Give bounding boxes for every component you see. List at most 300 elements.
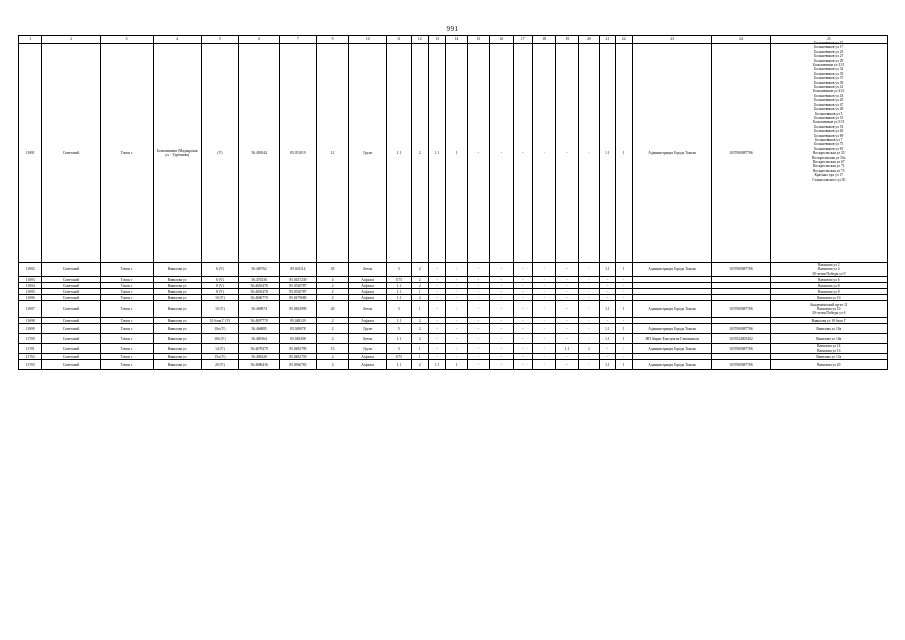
- table-cell: -: [532, 277, 555, 283]
- table-cell: -: [428, 354, 445, 360]
- table-cell: 2: [316, 283, 349, 289]
- table-cell: 56.4693478: [239, 289, 280, 295]
- table-cell: 6 (V): [201, 277, 239, 283]
- addresses-cell: [770, 360, 887, 370]
- table-cell: -: [578, 263, 599, 277]
- header-cell: 22: [615, 36, 632, 44]
- table-cell: -: [578, 283, 599, 289]
- table-cell: Томск г: [100, 344, 153, 354]
- table-cell: -: [556, 277, 578, 283]
- table-cell: -: [467, 344, 489, 354]
- address-line: Вавилова ул 16: [817, 348, 841, 353]
- table-cell: -: [467, 318, 489, 324]
- table-cell: Асфальт: [349, 360, 387, 370]
- table-cell: -: [600, 344, 615, 354]
- header-cell: 20: [578, 36, 599, 44]
- table-cell: -: [446, 283, 467, 289]
- table-cell: 85.041114: [280, 263, 317, 277]
- table-cell: -: [556, 301, 578, 318]
- table-cell: -: [428, 277, 445, 283]
- table-cell: Томск г: [100, 354, 153, 360]
- table-cell: -: [556, 318, 578, 324]
- table-cell: Асфальт: [349, 318, 387, 324]
- table-cell: 56.4679279: [239, 344, 280, 354]
- table-cell: 1.1: [600, 360, 615, 370]
- table-cell: -: [490, 283, 513, 289]
- table-cell: 1.1: [387, 283, 411, 289]
- table-cell: 1.1: [600, 301, 615, 318]
- table-cell: Вавилова ул: [153, 354, 201, 360]
- table-cell: 2: [316, 295, 349, 301]
- table-cell: 10 (V): [201, 301, 239, 318]
- table-cell: -: [600, 354, 615, 360]
- table-cell: 40: [316, 301, 349, 318]
- table-cell: 85.051019: [280, 44, 317, 263]
- table-cell: -: [532, 318, 555, 324]
- table-cell: 1037000087706: [712, 301, 770, 318]
- header-cell: 14: [446, 36, 467, 44]
- address-line: Вавилова ул 10а: [816, 326, 842, 331]
- table-cell: -: [428, 283, 445, 289]
- header-cell: 9: [316, 36, 349, 44]
- table-cell: Администрация Города Томска: [632, 344, 712, 354]
- table-cell: 2: [411, 360, 428, 370]
- header-cell: 11: [387, 36, 411, 44]
- address-line: Большевиков ул 75: [814, 142, 844, 147]
- table-cell: Вавилова ул: [153, 344, 201, 354]
- table-cell: Асфальт: [349, 295, 387, 301]
- table-cell: 56.4660770: [239, 295, 280, 301]
- table-cell: 2: [411, 263, 428, 277]
- table-cell: -: [532, 263, 555, 277]
- address-line: Вавилова ул 6: [818, 277, 840, 282]
- table-cell: 85.048129: [280, 318, 317, 324]
- addresses-cell: [770, 334, 887, 344]
- table-cell: -: [578, 354, 599, 360]
- address-line: Большевиков ул 31/1: [812, 63, 845, 68]
- table-cell: -: [428, 318, 445, 324]
- address-line: Большевиков ул 32: [814, 67, 844, 72]
- table-cell: 2: [411, 318, 428, 324]
- table-cell: Томск г: [100, 277, 153, 283]
- table-cell: -: [490, 344, 513, 354]
- table-cell: Грунт: [349, 344, 387, 354]
- table-cell: -: [532, 44, 555, 263]
- address-line: Большевиков ул 53: [814, 124, 844, 129]
- table-cell: 10 блок Г (V): [201, 318, 239, 324]
- table-cell: Асфальт: [349, 289, 387, 295]
- table-cell: -: [615, 289, 632, 295]
- table-cell: -: [513, 354, 532, 360]
- table-cell: 56.4697770: [239, 318, 280, 324]
- table-cell: 56.4686416: [239, 360, 280, 370]
- table-cell: -: [490, 44, 513, 263]
- table-cell: -: [428, 334, 445, 344]
- table-cell: Большевиков (Мадьярская ул. - Тургенева): [153, 44, 201, 263]
- table-cell: -: [513, 283, 532, 289]
- table-cell: -: [490, 263, 513, 277]
- header-cell: 3: [100, 36, 153, 44]
- address-line: Большевиков ул 47: [814, 102, 844, 107]
- table-cell: -: [513, 324, 532, 334]
- table-cell: -: [556, 334, 578, 344]
- table-cell: 5: [387, 301, 411, 318]
- table-cell: -: [428, 344, 445, 354]
- table-cell: -: [578, 277, 599, 283]
- table-cell: 1.1: [387, 360, 411, 370]
- table-cell: 1.1: [428, 360, 445, 370]
- table-cell: 1: [615, 301, 632, 318]
- table-cell: -: [578, 324, 599, 334]
- table-cell: 85.0520787: [280, 283, 317, 289]
- table-cell: 11697: [19, 301, 42, 318]
- table-cell: -: [490, 324, 513, 334]
- table-cell: Томск г: [100, 334, 153, 344]
- table-cell: -: [556, 44, 578, 263]
- table-cell: Вавилова ул: [153, 301, 201, 318]
- table-cell: -: [428, 263, 445, 277]
- address-line: Вавилова ул 10 блок Г: [811, 318, 846, 323]
- address-line: Большевиков ул 43: [814, 93, 844, 98]
- table-cell: 2: [316, 360, 349, 370]
- table-cell: -: [467, 354, 489, 360]
- table-cell: -: [446, 334, 467, 344]
- table-cell: Советский: [42, 318, 100, 324]
- table-cell: Томск г: [100, 44, 153, 263]
- table-cell: -: [467, 360, 489, 370]
- table-cell: -: [532, 283, 555, 289]
- address-line: Большевиков ул 35: [814, 71, 844, 76]
- address-line: Большевиков ул 41: [814, 85, 844, 90]
- address-line: Большевиков ул 51/1: [812, 120, 845, 125]
- table-cell: Советский: [42, 277, 100, 283]
- table-cell: 11701: [19, 344, 42, 354]
- table-cell: Вавилова ул: [153, 360, 201, 370]
- address-line: Воскресенская ул 35а: [812, 155, 846, 160]
- table-cell: -: [600, 283, 615, 289]
- table-cell: 1: [615, 324, 632, 334]
- address-line: Вавилова ул 8: [818, 289, 840, 294]
- table-cell: Вавилова ул: [153, 263, 201, 277]
- address-line: Воскресенская ул 35: [812, 151, 845, 156]
- table-cell: 5: [387, 344, 411, 354]
- header-cell: 24: [712, 36, 770, 44]
- table-cell: Асфальт: [349, 283, 387, 289]
- table-cell: -: [467, 301, 489, 318]
- table-cell: Вавилова ул: [153, 289, 201, 295]
- table-cell: -: [532, 360, 555, 370]
- table-cell: -: [532, 301, 555, 318]
- address-line: Большевиков ул 17: [814, 45, 844, 50]
- address-line: Станиславского ул 30: [812, 177, 846, 182]
- table-cell: Советский: [42, 263, 100, 277]
- table-cell: Томск г: [100, 324, 153, 334]
- table-cell: Советский: [42, 295, 100, 301]
- table-cell: -: [532, 354, 555, 360]
- table-cell: -: [490, 318, 513, 324]
- table-cell: -: [615, 344, 632, 354]
- table-cell: 85.0483799: [280, 344, 317, 354]
- table-cell: 0.75: [387, 277, 411, 283]
- table-cell: -: [513, 289, 532, 295]
- table-cell: 1.1: [600, 334, 615, 344]
- table-cell: 8 (V): [201, 289, 239, 295]
- table-cell: 85.049078: [280, 324, 317, 334]
- table-cell: -: [532, 289, 555, 295]
- address-line: 30-летия Победы ул 9: [812, 271, 846, 276]
- header-cell: 12: [411, 36, 428, 44]
- address-line: Большевиков ул 15: [814, 41, 844, 45]
- table-cell: Советский: [42, 283, 100, 289]
- table-cell: 1: [446, 44, 467, 263]
- table-cell: 1: [615, 263, 632, 277]
- table-cell: -: [615, 318, 632, 324]
- table-cell: 14 (V): [201, 344, 239, 354]
- table-cell: 11693: [19, 277, 42, 283]
- table-cell: 85.049208: [280, 334, 317, 344]
- table-cell: 11699: [19, 324, 42, 334]
- table-cell: -: [615, 277, 632, 283]
- address-line: Большевиков ул 69: [814, 133, 844, 138]
- header-cell: 6: [239, 36, 280, 44]
- table-cell: Бетон: [349, 301, 387, 318]
- table-cell: 11703: [19, 360, 42, 370]
- table-cell: 11696: [19, 295, 42, 301]
- table-cell: Вавилова ул: [153, 277, 201, 283]
- address-line: Большевиков ул 39: [814, 80, 844, 85]
- table-cell: Советский: [42, 289, 100, 295]
- table-cell: 85.0482759: [280, 354, 317, 360]
- table-cell: -: [513, 334, 532, 344]
- table-cell: Томск г: [100, 318, 153, 324]
- header-cell: 16: [490, 36, 513, 44]
- table-cell: 1.1: [556, 344, 578, 354]
- table-cell: 6 (V): [201, 263, 239, 277]
- table-cell: 1: [411, 344, 428, 354]
- table-cell: Вавилова ул: [153, 334, 201, 344]
- table-cell: 11702: [19, 354, 42, 360]
- addresses-cell: [770, 263, 887, 277]
- table-cell: Советский: [42, 360, 100, 370]
- table-cell: Администрация Города Томска: [632, 301, 712, 318]
- table-cell: -: [532, 344, 555, 354]
- table-cell: 1.1: [387, 318, 411, 324]
- table-cell: Администрация Города Томска: [632, 324, 712, 334]
- table-cell: Томск г: [100, 283, 153, 289]
- table-cell: Советский: [42, 324, 100, 334]
- table-cell: -: [556, 263, 578, 277]
- header-cell: 23: [632, 36, 712, 44]
- address-line: Воскресенская ул 71: [812, 164, 845, 169]
- table-cell: -: [490, 289, 513, 295]
- table-cell: 1037000087706: [712, 44, 770, 263]
- header-cell: 1: [19, 36, 42, 44]
- table-cell: 2: [411, 324, 428, 334]
- table-cell: -: [490, 354, 513, 360]
- table-cell: -: [446, 289, 467, 295]
- header-cell: 2: [42, 36, 100, 44]
- table-cell: -: [556, 360, 578, 370]
- address-line: Большевиков ул 5: [815, 111, 843, 116]
- address-line: Вавилова ул 2: [818, 263, 840, 267]
- table-cell: -: [513, 318, 532, 324]
- table-cell: -: [513, 277, 532, 283]
- address-line: Большевиков ул 29: [814, 58, 844, 63]
- table-cell: 56.469762: [239, 263, 280, 277]
- table-cell: 1: [615, 44, 632, 263]
- table-cell: -: [513, 263, 532, 277]
- table-cell: 1: [411, 354, 428, 360]
- address-line: Вавилова ул 10: [817, 307, 841, 312]
- addresses-cell: [770, 344, 887, 354]
- address-line: Воскресенская ул 73: [812, 168, 845, 173]
- table-cell: -: [467, 44, 489, 263]
- table-cell: ИП Амрит Ежелунгиа Гавташвили: [632, 334, 712, 344]
- table-cell: -: [428, 324, 445, 334]
- table-cell: 1.1: [387, 44, 411, 263]
- table-cell: -: [428, 301, 445, 318]
- table-cell: 10 (V): [201, 295, 239, 301]
- table-cell: -: [513, 301, 532, 318]
- header-cell: 21: [600, 36, 615, 44]
- table-cell: Советский: [42, 301, 100, 318]
- table-cell: -: [513, 344, 532, 354]
- table-cell: -: [578, 334, 599, 344]
- table-cell: 11695: [19, 289, 42, 295]
- table-cell: 85.0479080: [280, 295, 317, 301]
- header-cell: 5: [201, 36, 239, 44]
- table-cell: 56.469164: [239, 334, 280, 344]
- table-cell: 56.496326: [239, 354, 280, 360]
- table-cell: 2: [316, 318, 349, 324]
- table-cell: -: [490, 301, 513, 318]
- table-cell: -: [513, 44, 532, 263]
- address-line: Большевиков ул 51: [814, 115, 844, 120]
- table-cell: -: [556, 289, 578, 295]
- header-row: [19, 36, 888, 44]
- address-line: Большевиков ул 49: [814, 107, 844, 112]
- table-cell: -: [615, 295, 632, 301]
- table-cell: -: [428, 295, 445, 301]
- table-cell: -: [467, 289, 489, 295]
- table-cell: 2: [411, 295, 428, 301]
- table-cell: 85.0566765: [280, 360, 317, 370]
- address-line: Вавилова ул 20: [817, 362, 841, 367]
- table-cell: Томск г: [100, 360, 153, 370]
- table-cell: 1: [411, 289, 428, 295]
- table-cell: 56.469874: [239, 301, 280, 318]
- table-cell: 1037000087706: [712, 263, 770, 277]
- table-cell: -: [556, 283, 578, 289]
- table-cell: -: [513, 295, 532, 301]
- table-cell: Администрация Города Томска: [632, 44, 712, 263]
- table-cell: Томск г: [100, 295, 153, 301]
- table-cell: 1.1: [387, 295, 411, 301]
- address-line: Большевиков ул 7: [815, 137, 843, 142]
- table-cell: -: [467, 263, 489, 277]
- table-cell: -: [467, 283, 489, 289]
- table-cell: -: [490, 277, 513, 283]
- table-cell: -: [600, 318, 615, 324]
- register-table: [18, 35, 888, 370]
- table-cell: -: [578, 301, 599, 318]
- addresses-cell: [770, 324, 887, 334]
- table-cell: -: [532, 295, 555, 301]
- table-cell: Вавилова ул: [153, 295, 201, 301]
- table-cell: 11700: [19, 334, 42, 344]
- address-line: Большевиков ул 81: [814, 146, 844, 151]
- table-cell: 1.1: [387, 334, 411, 344]
- table-cell: 1.1: [428, 44, 445, 263]
- address-line: Большевиков ул 41/1: [812, 89, 845, 94]
- address-line: Большевиков ул 65: [814, 129, 844, 134]
- table-cell: 20 (V): [201, 360, 239, 370]
- address-line: Большевиков ул 37: [814, 76, 844, 81]
- table-cell: Томск г: [100, 301, 153, 318]
- address-line: Большевиков ул 23: [814, 49, 844, 54]
- table-cell: 2: [411, 44, 428, 263]
- table-cell: 56.4693478: [239, 283, 280, 289]
- table-cell: 11692: [19, 263, 42, 277]
- table-cell: 45: [316, 263, 349, 277]
- table-cell: Вавилова ул: [153, 283, 201, 289]
- table-row: [19, 263, 888, 277]
- table-cell: 1: [411, 301, 428, 318]
- table-cell: 11691: [19, 44, 42, 263]
- table-cell: Грунт: [349, 44, 387, 263]
- address-line: Вавилова ул 14: [817, 344, 841, 349]
- table-cell: 1: [578, 344, 599, 354]
- table-cell: 85.0492999: [280, 301, 317, 318]
- table-cell: Томск г: [100, 263, 153, 277]
- table-row: [19, 334, 888, 344]
- table-cell: 5: [387, 263, 411, 277]
- table-cell: -: [467, 324, 489, 334]
- table-cell: -: [446, 301, 467, 318]
- header-cell: 17: [513, 36, 532, 44]
- table-cell: Бетон: [349, 263, 387, 277]
- table-row: [19, 44, 888, 263]
- table-cell: 8 (V): [201, 283, 239, 289]
- address-line: Вавилова ул 10: [817, 295, 841, 300]
- page-number: 991: [446, 25, 459, 33]
- table-cell: -: [428, 289, 445, 295]
- table-cell: 1.1: [600, 44, 615, 263]
- header-cell: 18: [532, 36, 555, 44]
- table-row: [19, 360, 888, 370]
- address-line: Академический пр-кт 11: [809, 302, 848, 307]
- table-cell: Администрация Города Томска: [632, 263, 712, 277]
- header-cell: 10: [349, 36, 387, 44]
- table-row: [19, 301, 888, 318]
- table-cell: 1037024003402: [712, 334, 770, 344]
- table-cell: -: [600, 295, 615, 301]
- table-cell: 2: [316, 334, 349, 344]
- table-cell: -: [467, 334, 489, 344]
- table-cell: 2: [411, 283, 428, 289]
- table-cell: -: [446, 318, 467, 324]
- table-cell: -: [532, 334, 555, 344]
- table-cell: Грунт: [349, 324, 387, 334]
- address-line: Воскресенская ул 67: [812, 159, 845, 164]
- table-cell: -: [556, 354, 578, 360]
- table-cell: 11694: [19, 283, 42, 289]
- table-cell: -: [556, 324, 578, 334]
- table-cell: 56.466885: [239, 324, 280, 334]
- table-cell: -: [467, 295, 489, 301]
- table-cell: (V): [201, 44, 239, 263]
- table-cell: -: [490, 295, 513, 301]
